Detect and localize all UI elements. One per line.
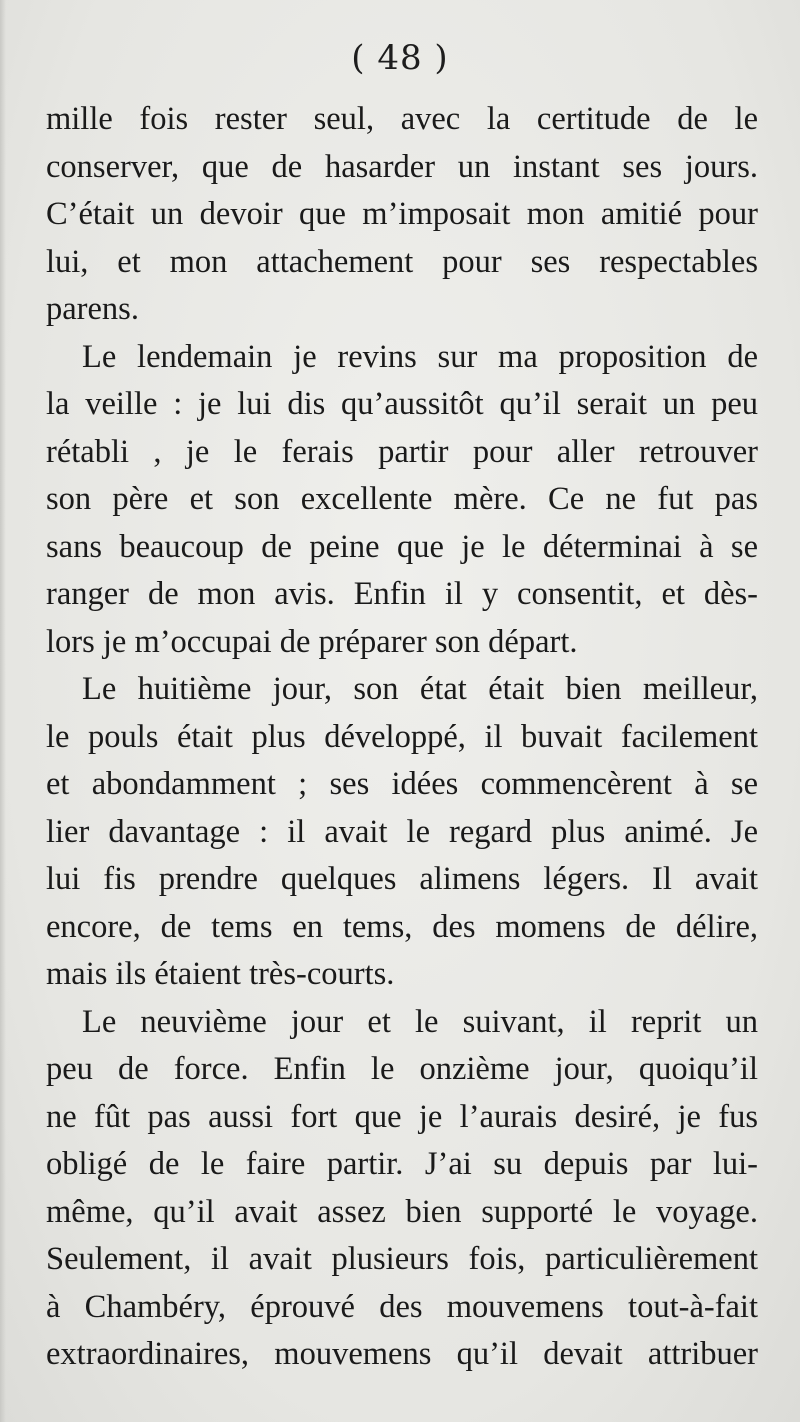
page-edge-shadow (0, 0, 6, 1422)
text-line: rétabli , je le ferais partir pour aller retrouver (46, 433, 758, 470)
text-line: C’était un devoir que m’imposait mon amitié pour (46, 196, 758, 232)
text-line: ranger de mon avis. Enfin il y consentit, et dès- (46, 576, 758, 612)
text-line: parens. (46, 291, 139, 327)
text-line: Seulement, il avait plusieurs fois, particulièrement (46, 1241, 758, 1277)
text-line: le pouls était plus développé, il buvait facilement (46, 718, 758, 755)
text-line: lui, et mon attachement pour ses respectables (46, 243, 758, 280)
body-text (46, 96, 758, 1379)
text-line: mille fois rester seul, avec la certitude de le (46, 101, 758, 137)
text-line: ne fût pas aussi fort que je l’aurais desiré, je fus (46, 1098, 758, 1135)
text-line: lui fis prendre quelques alimens légers. Il avait (46, 861, 758, 897)
text-line: obligé de le faire partir. J’ai su depuis par lui- (46, 1146, 758, 1182)
text-line: Le lendemain je revins sur ma proposition de (82, 338, 758, 375)
text-line: et abondamment ; ses idées commencèrent à se (46, 766, 758, 802)
page-number: ( 48 ) (351, 38, 449, 78)
text-line: lier davantage : il avait le regard plus animé. Je (46, 813, 758, 850)
text-line: même, qu’il avait assez bien supporté le voyage. (46, 1193, 758, 1230)
text-line: lors je m’occupai de préparer son départ. (46, 623, 578, 660)
text-line: conserver, que de hasarder un instant ses jours. (46, 148, 758, 185)
text-line: mais ils étaient très-courts. (46, 956, 395, 992)
text-line: encore, de tems en tems, des momens de délire, (46, 908, 758, 945)
text-line: la veille : je lui dis qu’aussitôt qu’il serait un peu (46, 386, 758, 422)
text-line: peu de force. Enfin le onzième jour, quoiqu’il (46, 1051, 758, 1087)
text-line: son père et son excellente mère. Ce ne fut pas (46, 481, 758, 517)
text-line: Le neuvième jour et le suivant, il reprit un (82, 1003, 758, 1040)
text-line: à Chambéry, éprouvé des mouvemens tout-à-fait (46, 1288, 758, 1325)
text-line: Le huitième jour, son état était bien meilleur, (82, 671, 758, 707)
text-line: sans beaucoup de peine que je le déterminai à se (46, 528, 758, 565)
text-line: extraordinaires, mouvemens qu’il devait attribuer (46, 1336, 758, 1372)
